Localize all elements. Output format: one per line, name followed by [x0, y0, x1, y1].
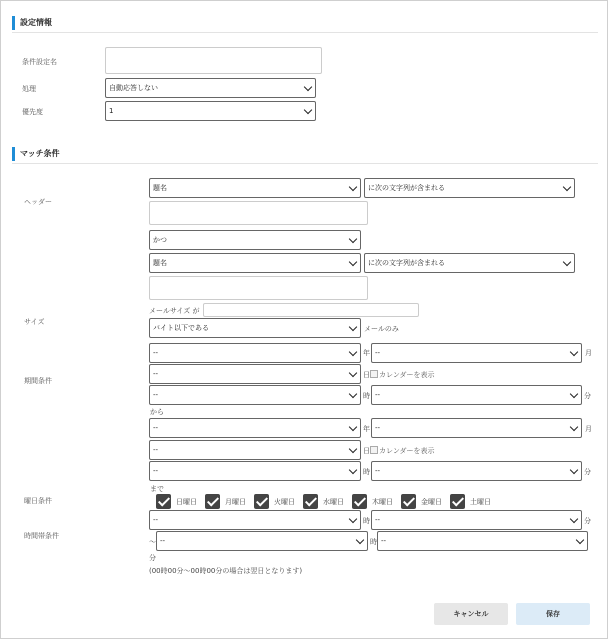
- from-minute-value: --: [375, 391, 381, 399]
- to-day-value: --: [153, 446, 159, 454]
- time-start-minute-value: --: [375, 516, 381, 524]
- priority-select-value: 1: [109, 107, 114, 115]
- header1-field-select[interactable]: [149, 178, 361, 198]
- chevron-down-icon: [349, 348, 357, 356]
- chevron-down-icon: [570, 390, 578, 398]
- chevron-down-icon: [349, 258, 357, 266]
- time-start-hour-value: --: [153, 516, 159, 524]
- checkbox-tuesday[interactable]: [254, 494, 269, 509]
- weekday-friday-label: 金曜日: [421, 498, 442, 506]
- calendar-icon: [370, 370, 378, 378]
- from-hour-select[interactable]: [149, 385, 361, 405]
- settings-divider: [12, 32, 598, 33]
- chevron-down-icon: [349, 445, 357, 453]
- chevron-down-icon: [570, 466, 578, 474]
- from-hour-value: --: [153, 391, 159, 399]
- time-end-hour-value: --: [160, 537, 166, 545]
- to-hour-unit: 時: [363, 468, 370, 476]
- time-start-minute-select[interactable]: [371, 510, 582, 530]
- header1-operator-select[interactable]: [364, 178, 575, 198]
- chevron-down-icon: [576, 536, 584, 544]
- time-end-minute-select[interactable]: [377, 531, 588, 551]
- chevron-down-icon: [570, 423, 578, 431]
- header1-operator-value: に次の文字列が含まれる: [368, 184, 445, 192]
- checkbox-saturday[interactable]: [450, 494, 465, 509]
- chevron-down-icon: [563, 183, 571, 191]
- chevron-down-icon: [570, 348, 578, 356]
- chevron-down-icon: [349, 466, 357, 474]
- condition-name-input[interactable]: [105, 47, 322, 74]
- period-label: 期間条件: [24, 377, 52, 385]
- from-calendar-link[interactable]: [370, 370, 435, 380]
- to-hour-value: --: [153, 467, 159, 475]
- size-operator-value: バイト以下である: [153, 324, 209, 332]
- checkbox-thursday[interactable]: [352, 494, 367, 509]
- to-calendar-label: カレンダーを表示: [379, 447, 435, 455]
- calendar-icon: [370, 446, 378, 454]
- header2-field-value: 題名: [153, 259, 167, 267]
- chevron-down-icon: [349, 423, 357, 431]
- header1-field-value: 題名: [153, 184, 167, 192]
- time-label: 時間帯条件: [24, 532, 59, 540]
- logic-select[interactable]: [149, 230, 361, 250]
- until-text: まで: [150, 485, 164, 493]
- time-start-minute-unit: 分: [584, 517, 591, 525]
- weekday-sunday-label: 日曜日: [176, 498, 197, 506]
- logic-select-value: かつ: [153, 236, 167, 244]
- chevron-down-icon: [570, 515, 578, 523]
- weekday-wednesday-label: 水曜日: [323, 498, 344, 506]
- header2-operator-value: に次の文字列が含まれる: [368, 259, 445, 267]
- checkbox-wednesday[interactable]: [303, 494, 318, 509]
- chevron-down-icon: [349, 369, 357, 377]
- save-button[interactable]: 保存: [516, 603, 590, 625]
- cancel-button[interactable]: キャンセル: [434, 603, 508, 625]
- chevron-down-icon: [563, 258, 571, 266]
- chevron-down-icon: [349, 323, 357, 331]
- from-year-unit: 年: [363, 349, 370, 357]
- header2-text-input[interactable]: [149, 276, 368, 300]
- from-hour-unit: 時: [363, 392, 370, 400]
- weekday-thursday-label: 木曜日: [372, 498, 393, 506]
- chevron-down-icon: [349, 183, 357, 191]
- chevron-down-icon: [349, 515, 357, 523]
- from-minute-select[interactable]: [371, 385, 582, 405]
- to-month-value: --: [375, 424, 381, 432]
- settings-section-title: 設定情報: [12, 16, 52, 30]
- time-end-hour-unit: 時: [370, 538, 377, 546]
- size-input[interactable]: [203, 303, 419, 317]
- from-minute-unit: 分: [584, 392, 591, 400]
- priority-select[interactable]: [105, 101, 316, 121]
- from-day-value: --: [153, 370, 159, 378]
- tilde-text: 〜: [149, 538, 156, 546]
- chevron-down-icon: [304, 83, 312, 91]
- time-start-hour-select[interactable]: [149, 510, 361, 530]
- processing-select-value: 自動応答しない: [109, 84, 158, 92]
- header2-operator-select[interactable]: [364, 253, 575, 273]
- to-month-select[interactable]: [371, 418, 582, 438]
- header1-text-input[interactable]: [149, 201, 368, 225]
- chevron-down-icon: [349, 235, 357, 243]
- from-month-select[interactable]: [371, 343, 582, 363]
- to-minute-select[interactable]: [371, 461, 582, 481]
- weekday-label: 曜日条件: [24, 497, 52, 505]
- from-day-unit: 日: [363, 371, 370, 379]
- chevron-down-icon: [304, 106, 312, 114]
- to-year-select[interactable]: [149, 418, 361, 438]
- time-end-minute-value: --: [381, 537, 387, 545]
- size-prefix-text: メールサイズ が: [149, 307, 200, 315]
- checkbox-sunday[interactable]: [156, 494, 171, 509]
- to-year-value: --: [153, 424, 159, 432]
- chevron-down-icon: [349, 390, 357, 398]
- from-text: から: [150, 408, 164, 416]
- match-divider: [12, 163, 598, 164]
- header-label: ヘッダー: [24, 198, 52, 206]
- to-hour-select[interactable]: [149, 461, 361, 481]
- chevron-down-icon: [356, 536, 364, 544]
- size-operator-select[interactable]: [149, 318, 361, 338]
- to-day-unit: 日: [363, 447, 370, 455]
- weekday-saturday-label: 土曜日: [470, 498, 491, 506]
- condition-name-label: 条件設定名: [22, 58, 57, 66]
- match-section-title: マッチ条件: [12, 147, 60, 161]
- processing-select[interactable]: [105, 78, 316, 98]
- to-minute-unit: 分: [584, 468, 591, 476]
- time-note: (00時00分〜00時00分の場合は翌日となります): [149, 567, 303, 575]
- checkbox-friday[interactable]: [401, 494, 416, 509]
- from-year-select[interactable]: [149, 343, 361, 363]
- weekday-tuesday-label: 火曜日: [274, 498, 295, 506]
- processing-label: 処理: [22, 85, 36, 93]
- to-day-select[interactable]: [149, 440, 361, 460]
- time-start-hour-unit: 時: [363, 517, 370, 525]
- from-month-value: --: [375, 349, 381, 357]
- to-month-unit: 月: [585, 425, 592, 433]
- checkbox-monday[interactable]: [205, 494, 220, 509]
- weekday-monday-label: 月曜日: [225, 498, 246, 506]
- from-day-select[interactable]: [149, 364, 361, 384]
- to-minute-value: --: [375, 467, 381, 475]
- size-label: サイズ: [24, 318, 45, 326]
- time-end-hour-select[interactable]: [156, 531, 368, 551]
- size-suffix-text: メールのみ: [364, 325, 399, 333]
- time-end-minute-unit: 分: [149, 554, 156, 562]
- from-month-unit: 月: [585, 349, 592, 357]
- from-year-value: --: [153, 349, 159, 357]
- from-calendar-label: カレンダーを表示: [379, 371, 435, 379]
- header2-field-select[interactable]: [149, 253, 361, 273]
- priority-label: 優先度: [22, 108, 43, 116]
- to-calendar-link[interactable]: [370, 446, 435, 456]
- to-year-unit: 年: [363, 425, 370, 433]
